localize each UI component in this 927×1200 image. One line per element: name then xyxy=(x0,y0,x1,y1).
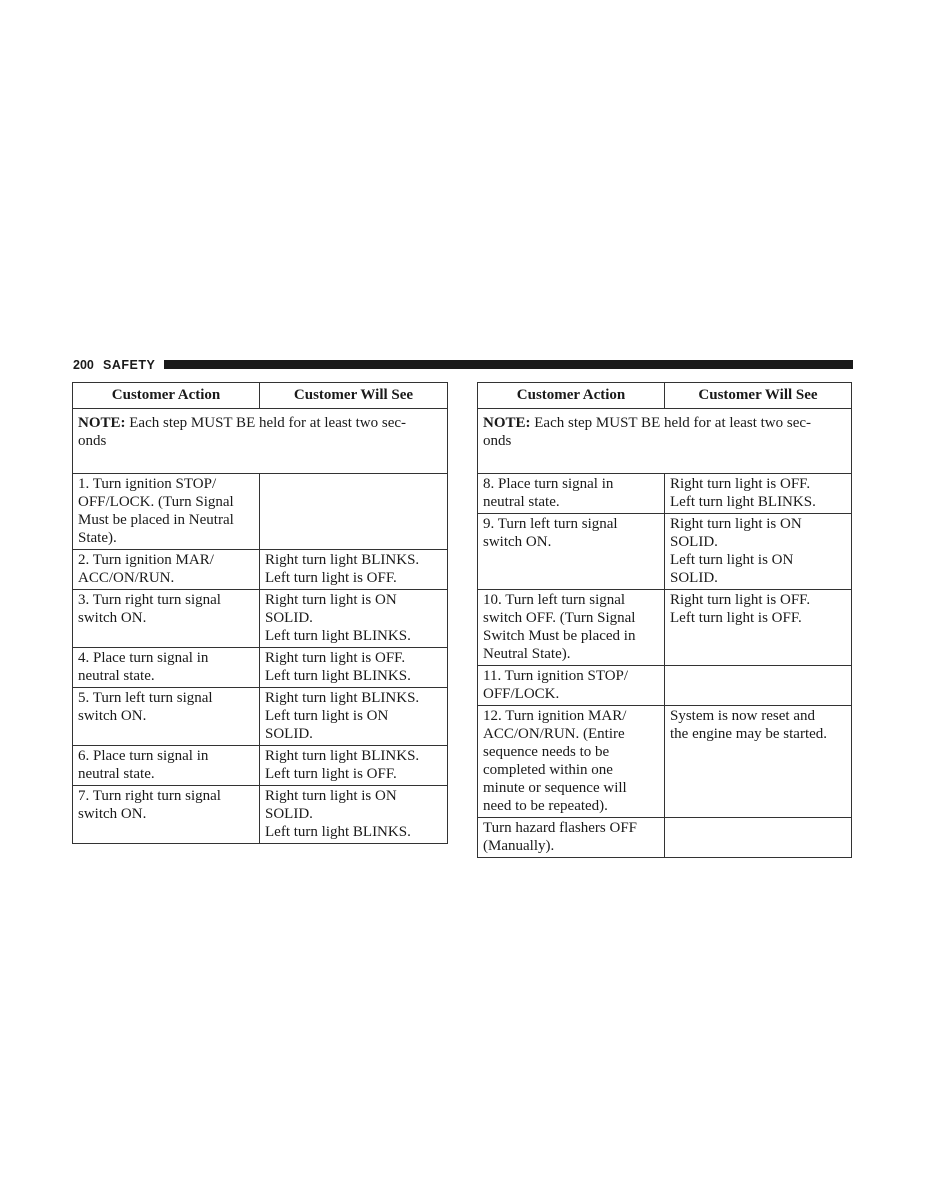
result-text-line: Left turn light is ON xyxy=(670,552,794,568)
result-text-line: Left turn light BLINKS. xyxy=(265,824,411,840)
table-row xyxy=(478,706,852,818)
table-row xyxy=(478,666,852,706)
column-header-see: Customer Will See xyxy=(260,383,448,409)
table-row xyxy=(73,590,448,648)
action-text-line: neutral state. xyxy=(78,766,155,782)
result-text-line: Right turn light BLINKS. xyxy=(265,690,420,706)
customer-will-see-cell xyxy=(260,688,448,746)
customer-action-cell xyxy=(73,746,260,786)
result-text-line: Right turn light BLINKS. xyxy=(265,552,420,568)
action-text-line: ACC/ON/RUN. xyxy=(78,570,175,586)
action-text-line: Turn hazard flashers OFF xyxy=(483,820,638,836)
customer-action-cell xyxy=(478,706,665,818)
note-text: Each step MUST BE held for at least two sec- xyxy=(125,415,407,431)
customer-action-cell xyxy=(73,474,260,550)
action-text-line: (Manually). xyxy=(483,838,555,854)
result-text-line: the engine may be started. xyxy=(670,726,828,742)
action-text-line: ACC/ON/RUN. (Entire xyxy=(483,726,625,742)
column-header-see: Customer Will See xyxy=(665,383,852,409)
result-text-line: Right turn light is OFF. xyxy=(670,476,811,492)
action-text-line: 11. Turn ignition STOP/ xyxy=(483,668,629,684)
action-text-line: 6. Place turn signal in xyxy=(78,748,209,764)
customer-action-cell xyxy=(478,590,665,666)
action-text-line: OFF/LOCK. (Turn Signal xyxy=(78,494,234,510)
action-text-line: switch OFF. (Turn Signal xyxy=(483,610,636,626)
action-text-line: 7. Turn right turn signal xyxy=(78,788,221,804)
action-text-line: need to be repeated). xyxy=(483,798,608,814)
action-text-line: minute or sequence will xyxy=(483,780,627,796)
result-text-line: SOLID. xyxy=(265,610,313,626)
table-row xyxy=(73,786,448,844)
action-text-line: Switch Must be placed in xyxy=(483,628,636,644)
table-body xyxy=(478,409,852,858)
customer-action-cell xyxy=(73,590,260,648)
note-cell xyxy=(478,409,852,474)
result-text-line: System is now reset and xyxy=(670,708,815,724)
result-text-line: Left turn light is ON xyxy=(265,708,389,724)
customer-action-cell xyxy=(478,818,665,858)
action-text-line: neutral state. xyxy=(78,668,155,684)
customer-will-see-cell xyxy=(260,550,448,590)
page-header xyxy=(73,357,853,373)
action-text-line: switch ON. xyxy=(78,610,147,626)
customer-will-see-cell xyxy=(665,514,852,590)
action-text-line: Neutral State). xyxy=(483,646,571,662)
action-text-line: neutral state. xyxy=(483,494,560,510)
customer-will-see-cell xyxy=(665,590,852,666)
result-text-line: SOLID. xyxy=(265,806,313,822)
action-text-line: 8. Place turn signal in xyxy=(483,476,614,492)
result-text-line: Right turn light is OFF. xyxy=(670,592,811,608)
action-text-line: sequence needs to be xyxy=(483,744,610,760)
result-text-line: Left turn light is OFF. xyxy=(265,766,397,782)
customer-action-cell xyxy=(478,514,665,590)
action-text-line: switch ON. xyxy=(78,708,147,724)
note-label: NOTE: xyxy=(483,415,531,431)
action-text-line: 4. Place turn signal in xyxy=(78,650,209,666)
table-row xyxy=(73,648,448,688)
action-text-line: 10. Turn left turn signal xyxy=(483,592,626,608)
note-label: NOTE: xyxy=(78,415,126,431)
table-body xyxy=(73,409,448,844)
customer-action-cell xyxy=(478,666,665,706)
result-text-line: Left turn light BLINKS. xyxy=(670,494,816,510)
action-text-line: switch ON. xyxy=(78,806,147,822)
action-text-line: 3. Turn right turn signal xyxy=(78,592,221,608)
note-row xyxy=(73,409,448,474)
result-text-line: SOLID. xyxy=(670,570,718,586)
result-text-line: Right turn light is OFF. xyxy=(265,650,406,666)
table-row xyxy=(478,590,852,666)
action-text-line: OFF/LOCK. xyxy=(483,686,560,702)
table-header-row xyxy=(478,383,852,409)
steps-table-left xyxy=(72,382,448,844)
customer-will-see-cell xyxy=(260,746,448,786)
customer-will-see-cell xyxy=(665,818,852,858)
section-title: SAFETY xyxy=(103,358,156,372)
result-text-line: Right turn light is ON xyxy=(265,592,397,608)
action-text-line: 2. Turn ignition MAR/ xyxy=(78,552,214,568)
column-header-action: Customer Action xyxy=(478,383,665,409)
customer-will-see-cell xyxy=(260,648,448,688)
customer-action-cell xyxy=(73,688,260,746)
customer-will-see-cell xyxy=(260,474,448,550)
table-row xyxy=(73,688,448,746)
customer-will-see-cell xyxy=(260,590,448,648)
result-text-line: SOLID. xyxy=(670,534,718,550)
action-text-line: State). xyxy=(78,530,117,546)
table-row xyxy=(478,514,852,590)
customer-action-cell xyxy=(478,474,665,514)
customer-action-cell xyxy=(73,550,260,590)
note-text: Each step MUST BE held for at least two sec- xyxy=(530,415,812,431)
action-text-line: completed within one xyxy=(483,762,613,778)
column-header-action: Customer Action xyxy=(73,383,260,409)
table-row xyxy=(73,474,448,550)
customer-action-cell xyxy=(73,786,260,844)
table-row xyxy=(478,474,852,514)
result-text-line: Left turn light BLINKS. xyxy=(265,668,411,684)
customer-will-see-cell xyxy=(665,474,852,514)
action-text-line: 9. Turn left turn signal xyxy=(483,516,618,532)
table-row xyxy=(478,818,852,858)
steps-table-right xyxy=(477,382,852,858)
customer-will-see-cell xyxy=(665,666,852,706)
action-text-line: Must be placed in Neutral xyxy=(78,512,234,528)
customer-action-cell xyxy=(73,648,260,688)
note-row xyxy=(478,409,852,474)
result-text-line: Right turn light BLINKS. xyxy=(265,748,420,764)
note-cell xyxy=(73,409,448,474)
customer-will-see-cell xyxy=(665,706,852,818)
note-text-continued: onds xyxy=(78,433,107,449)
action-text-line: 5. Turn left turn signal xyxy=(78,690,213,706)
table-header-row xyxy=(73,383,448,409)
action-text-line: 1. Turn ignition STOP/ xyxy=(78,476,217,492)
result-text-line: Right turn light is ON xyxy=(670,516,802,532)
page-number: 200 xyxy=(73,358,94,372)
result-text-line: Right turn light is ON xyxy=(265,788,397,804)
result-text-line: Left turn light BLINKS. xyxy=(265,628,411,644)
table-row xyxy=(73,746,448,786)
customer-will-see-cell xyxy=(260,786,448,844)
action-text-line: 12. Turn ignition MAR/ xyxy=(483,708,627,724)
table-row xyxy=(73,550,448,590)
header-rule xyxy=(164,360,853,369)
result-text-line: SOLID. xyxy=(265,726,313,742)
result-text-line: Left turn light is OFF. xyxy=(670,610,802,626)
note-text-continued: onds xyxy=(483,433,512,449)
action-text-line: switch ON. xyxy=(483,534,552,550)
result-text-line: Left turn light is OFF. xyxy=(265,570,397,586)
